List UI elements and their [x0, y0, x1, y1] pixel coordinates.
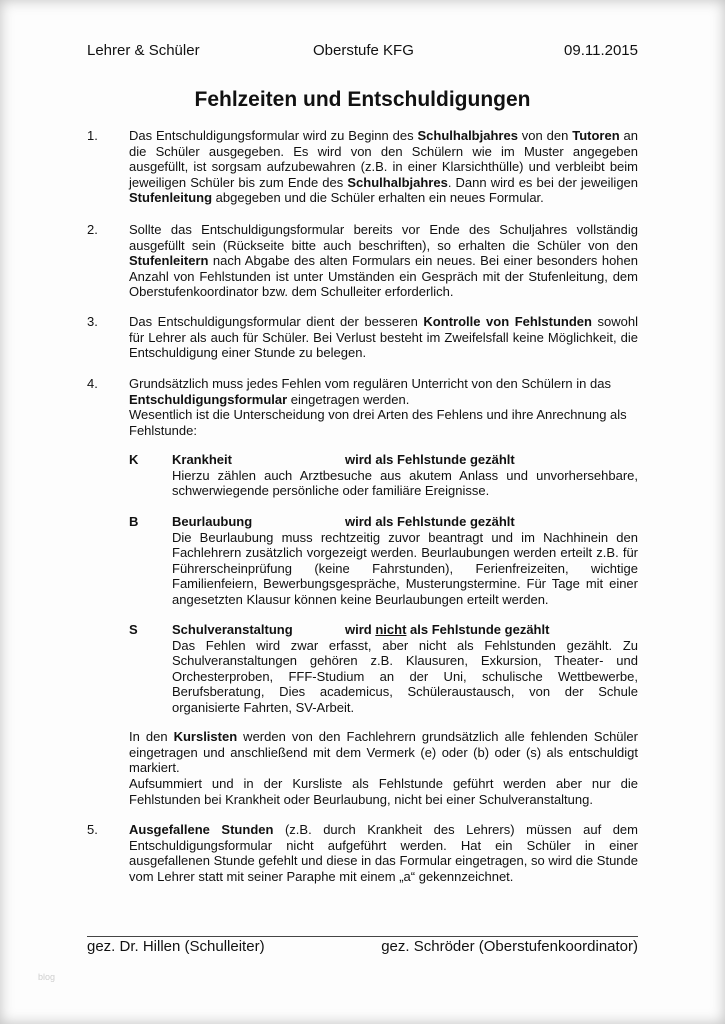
list-item-4 [87, 376, 638, 438]
item-number: 2. [87, 222, 98, 237]
header-left: Lehrer & Schüler [87, 42, 200, 59]
signature-right: gez. Schröder (Oberstufenkoordinator) [381, 938, 638, 955]
item-text: Das Entschuldigungsformular wird zu Beginn des Schulhalbjahres von den Tutoren an die Schüler ausgegeben. Es wird von den Schülern wie im Muster angegeben ausgefüllt, ist sorgsam aufzubewahren (z.B. in einer Klarsichthülle) und verbleibt beim jeweiligen Schüler bis zum Ende des Schulhalbjahres. Dann wird es bei der jeweiligen Stufenleitung abgegeben und die Schüler erhalten ein neues Formular. [129, 128, 639, 206]
page-title: Fehlzeiten und Entschuldigungen [194, 88, 531, 111]
item-text: Sollte das Entschuldigungsformular bereits vor Ende des Schuljahres vollständig ausgefüllt sein (Rückseite bitte auch beschriften), so erhalten die Schüler von den Stufenleitern nach Abgabe des alten Formulars ein neues. Bei einer besonders hohen Anzahl von Fehlstunden ist unter Umständen ein Gespräch mit der Stufenleitung, dem Oberstufenkoordinator bzw. dem Schulleiter erforderlich. [129, 222, 638, 300]
signature-divider [87, 936, 638, 937]
category-name: Beurlaubung [172, 514, 253, 529]
header-date: 09.11.2015 [564, 42, 638, 59]
category-count-label: wird als Fehlstunde gezählt [345, 514, 515, 529]
item-text: Ausgefallene Stunden (z.B. durch Krankheit des Lehrers) müssen auf dem Entschuldigungsformular nicht aufgeführt werden. Hat ein Schüler in einer ausgefallenen Stunde gefehlt und diese in das Formular eingetragen, so wird die Stunde vom Lehrer statt mit seiner Paraphe mit einem „a“ gekennzeichnet. [129, 822, 638, 884]
item-number: 3. [87, 314, 98, 329]
category-count-label: wird nicht als Fehlstunde gezählt [345, 622, 550, 637]
item-number: 5. [87, 822, 98, 837]
header-center: Oberstufe KFG [313, 42, 414, 59]
category-krankheit [129, 452, 638, 499]
signature-left: gez. Dr. Hillen (Schulleiter) [87, 938, 265, 955]
list-item-2 [87, 222, 638, 300]
category-description: Die Beurlaubung muss rechtzeitig zuvor beantragt und im Nachhinein den Fachlehrern zusätzlich vorgezeigt werden. Beurlaubungen werden erteilt z.B. für Führerscheinprüfung (keine Fahrstunden), Ferienfreizeiten, wichtige Familienfeiern, Bewerbungsgespräche, Musterungstermine. Für Tage mit einer angesetzten Klausur können keine Beurlaubungen erteilt werden. [172, 529, 638, 607]
kurslisten-summary-paragraph: Aufsummiert und in der Kursliste als Fehlstunde geführt werden aber nur die Fehlstunden bei Krankheit oder Beurlaubung, nicht bei einer Schulveranstaltung. [129, 776, 638, 807]
category-name: Schulveranstaltung [172, 622, 293, 637]
item-text: Das Entschuldigungsformular dient der besseren Kontrolle von Fehlstunden sowohl für Lehrer als auch für Schüler. Bei Verlust besteht im Zweifelsfall keine Möglichkeit, die Entschuldigung einer Stunde zu belegen. [129, 314, 639, 361]
category-description: Hierzu zählen auch Arztbesuche aus akutem Anlass und unvorhersehbare, schwerwiegende persönliche oder familiäre Ereignisse. [172, 467, 638, 499]
category-description: Das Fehlen wird zwar erfasst, aber nicht als Fehlstunden gezählt. Zu Schulveranstaltungen gehören z.B. Klausuren, Exkursion, Theater- und Orchesterproben, FFF-Studium an der Uni, schulische Wettbewerbe, Berufsberatung, Dies academicus, Schüleraustausch, von der Schule organisierte Fahrten, SV-Arbeit. [172, 637, 638, 715]
watermark: blog [38, 972, 56, 982]
category-beurlaubung [129, 514, 638, 608]
category-letter: S [129, 622, 138, 637]
list-item-1 [87, 128, 638, 206]
kurslisten-paragraph: In den Kurslisten werden von den Fachlehrern grundsätzlich alle fehlenden Schüler eingetragen und anschließend mit dem Vermerk (e) oder (b) oder (s) als entschuldigt markiert. [129, 729, 638, 776]
category-count-label: wird als Fehlstunde gezählt [345, 452, 515, 467]
category-letter: B [129, 514, 139, 529]
category-letter: K [129, 452, 139, 467]
category-name: Krankheit [172, 452, 232, 467]
category-schulveranstaltung [129, 622, 638, 716]
item-number: 4. [87, 376, 98, 391]
item-text: Grundsätzlich muss jedes Fehlen vom regulären Unterricht von den Schülern in das Entschuldigungsformular eingetragen werden. Wesentlich ist die Unterscheidung von drei Arten des Fehlens und ihre Anrechnung als Fehlstunde: [129, 376, 627, 438]
item-number: 1. [87, 128, 98, 143]
list-item-5 [87, 822, 638, 884]
list-item-3 [87, 314, 638, 361]
